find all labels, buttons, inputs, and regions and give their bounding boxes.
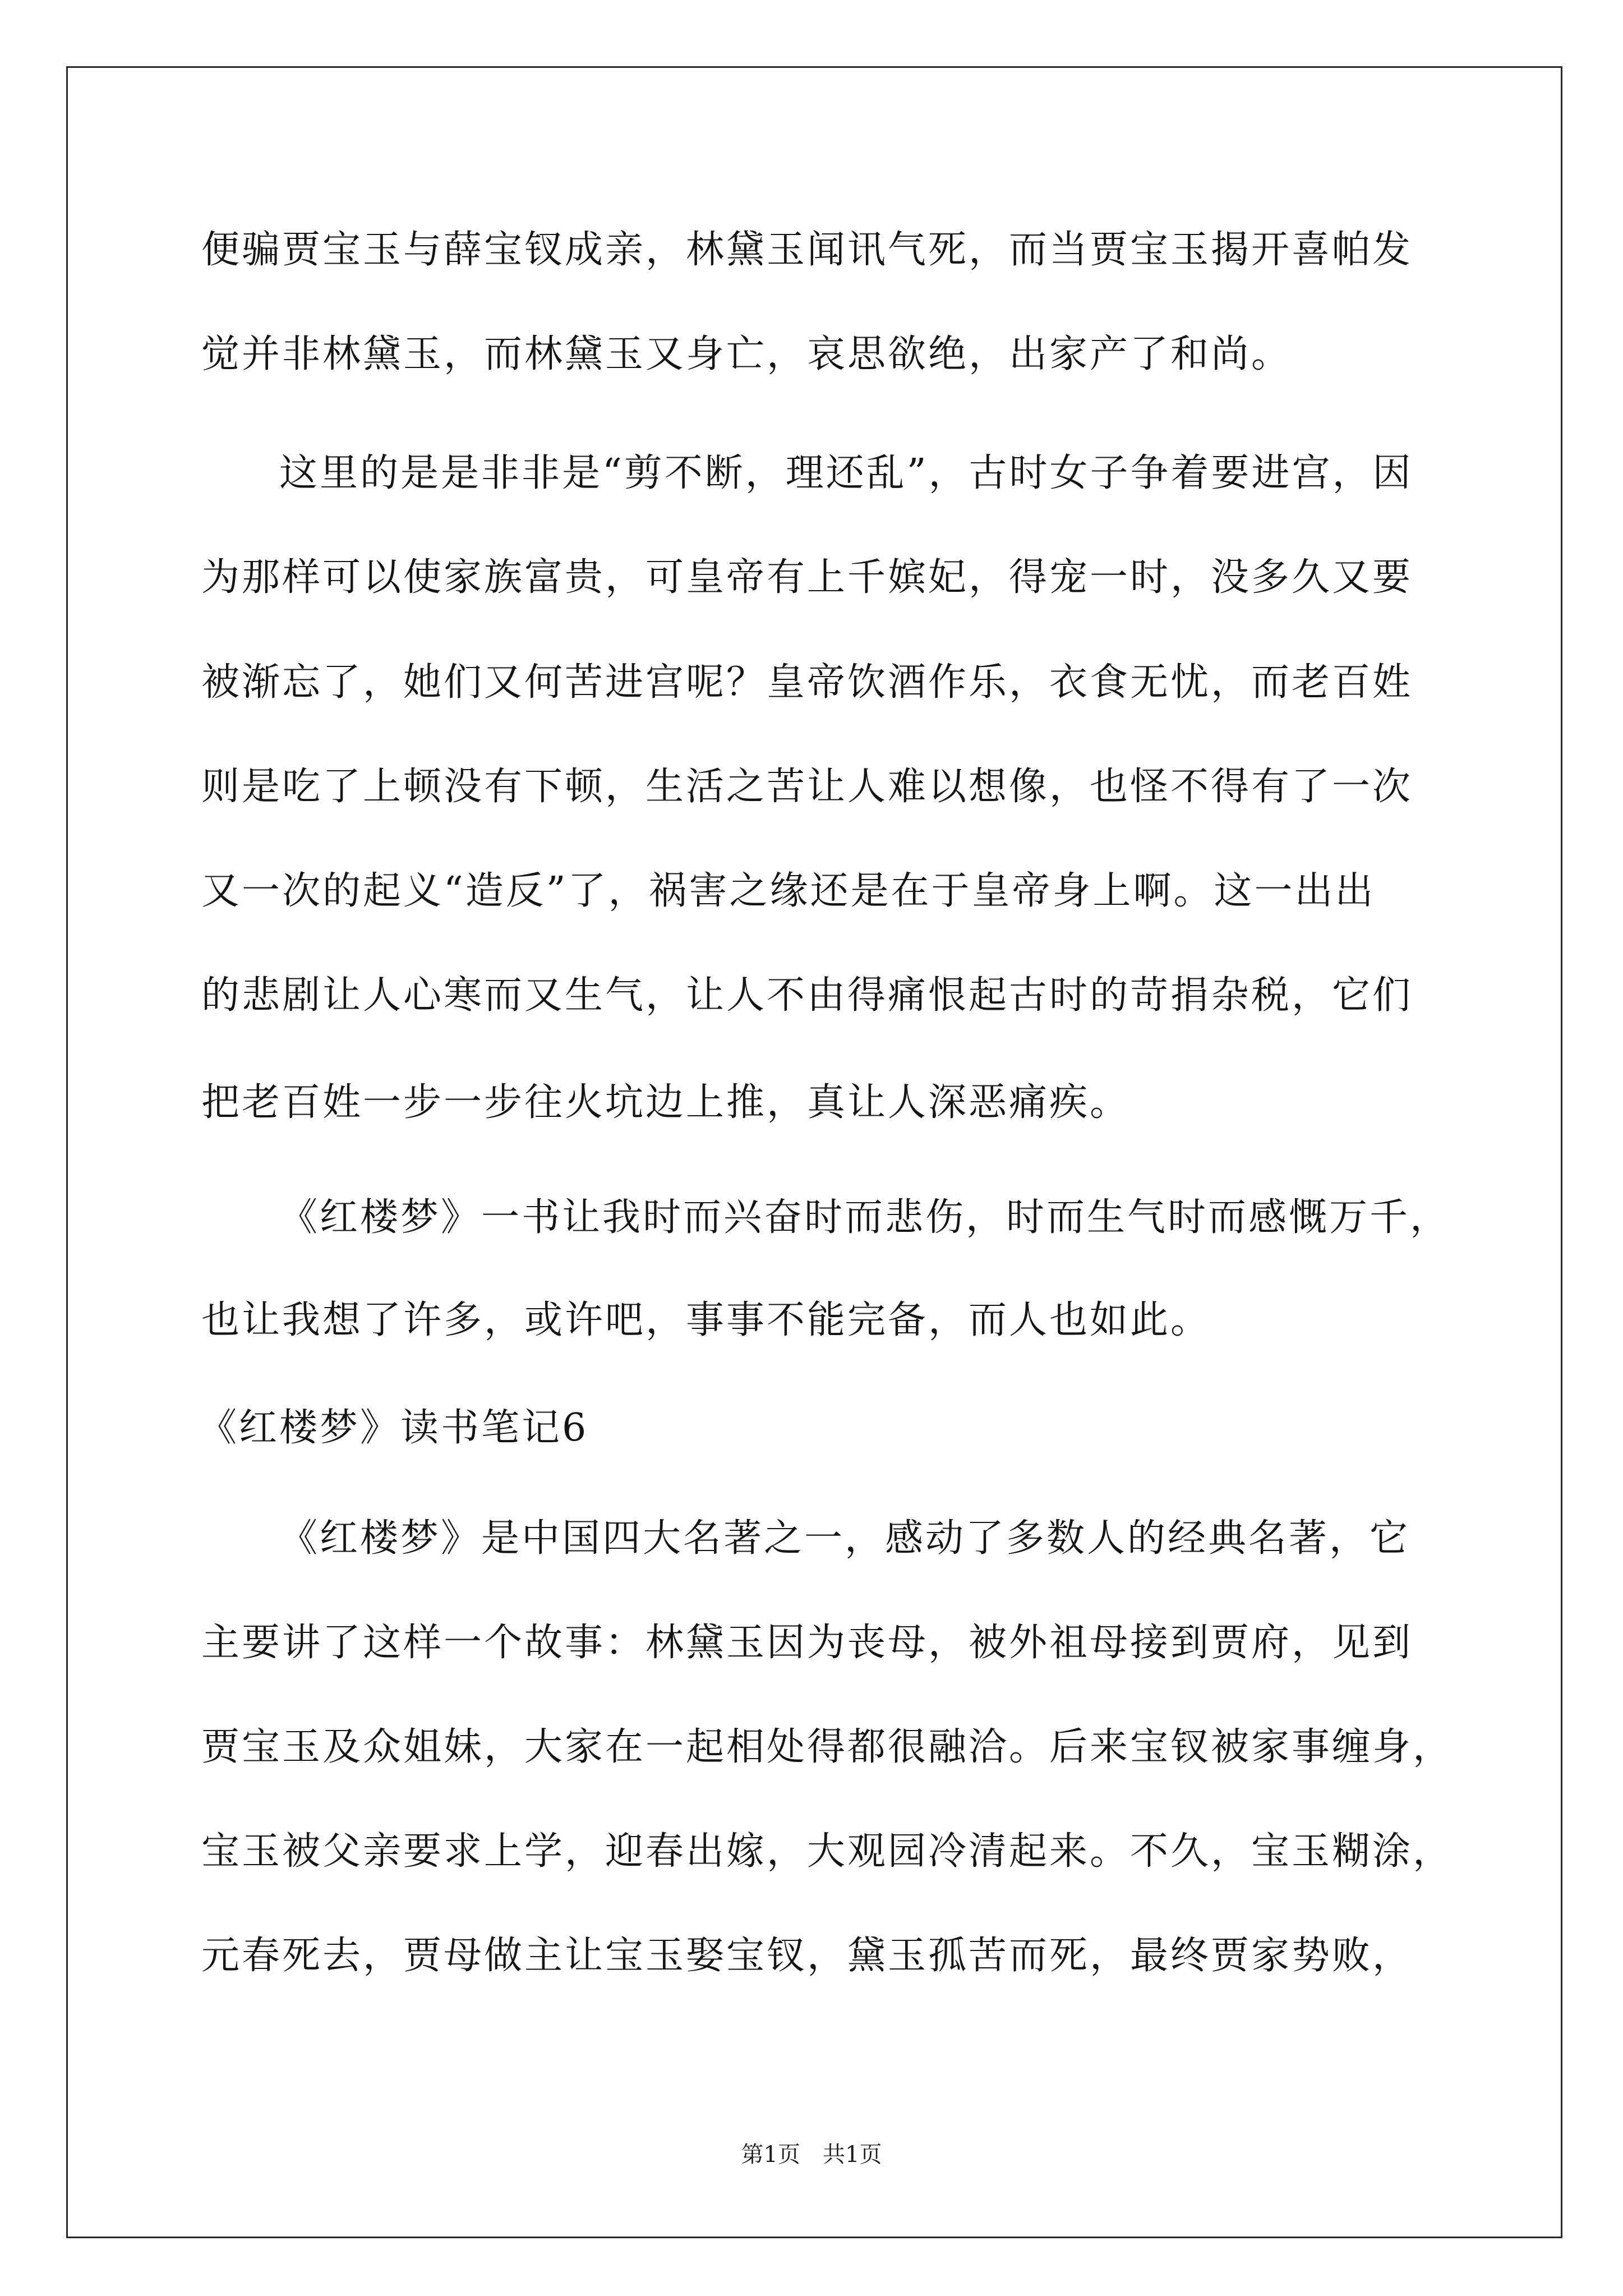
body-text-line: 被渐忘了，她们又何苦进宫呢？皇帝饮酒作乐，衣食无忧，而老百姓 [201, 660, 1413, 705]
section-heading: 《红楼梦》读书笔记6 [199, 1406, 589, 1450]
body-text-line: 也让我想了许多，或许吧，事事不能完备，而人也如此。 [201, 1298, 1211, 1342]
page-border [66, 66, 1562, 2238]
body-text-line: 的悲剧让人心寒而又生气，让人不由得痛恨起古时的苛捐杂税，它们 [201, 973, 1413, 1018]
body-text-line: 《红楼梦》一书让我时而兴奋时而悲伤，时而生气时而感慨万千， [279, 1195, 1451, 1240]
body-text-line: 宝玉被父亲要求上学，迎春出嫁，大观园冷清起来。不久，宝玉糊涂， [201, 1829, 1454, 1874]
body-text-line: 觉并非林黛玉，而林黛玉又身亡，哀思欲绝，出家产了和尚。 [201, 332, 1292, 376]
body-text-line: 主要讲了这样一个故事：林黛玉因为丧母，被外祖母接到贾府，见到 [201, 1621, 1413, 1665]
body-text-line: 把老百姓一步一步往火坑边上推，真让人深恶痛疾。 [201, 1080, 1131, 1125]
body-text-line: 便骗贾宝玉与薛宝钗成亲，林黛玉闻讯气死，而当贾宝玉揭开喜帕发 [201, 228, 1413, 272]
body-text-line: 《红楼梦》是中国四大名著之一，感动了多数人的经典名著，它 [279, 1516, 1410, 1561]
body-text-line: 贾宝玉及众姐妹，大家在一起相处得都很融洽。后来宝钗被家事缠身， [201, 1725, 1454, 1769]
body-text-line: 为那样可以使家族富贵，可皇帝有上千嫔妃，得宠一时，没多久又要 [201, 555, 1413, 600]
body-text-line: 这里的是是非非是“剪不断，理还乱”，古时女子争着要进宫，因 [279, 451, 1413, 495]
body-text-line: 则是吃了上顿没有下顿，生活之苦让人难以想像，也怪不得有了一次 [201, 765, 1413, 809]
body-text-line: 元春死去，贾母做主让宝玉娶宝钗，黛玉孤苦而死，最终贾家势败， [201, 1934, 1413, 1978]
page-number-footer: 第1页 共1页 [741, 2142, 882, 2168]
body-text-line: 又一次的起义“造反”了，祸害之缘还是在于皇帝身上啊。这一出出 [201, 869, 1376, 913]
